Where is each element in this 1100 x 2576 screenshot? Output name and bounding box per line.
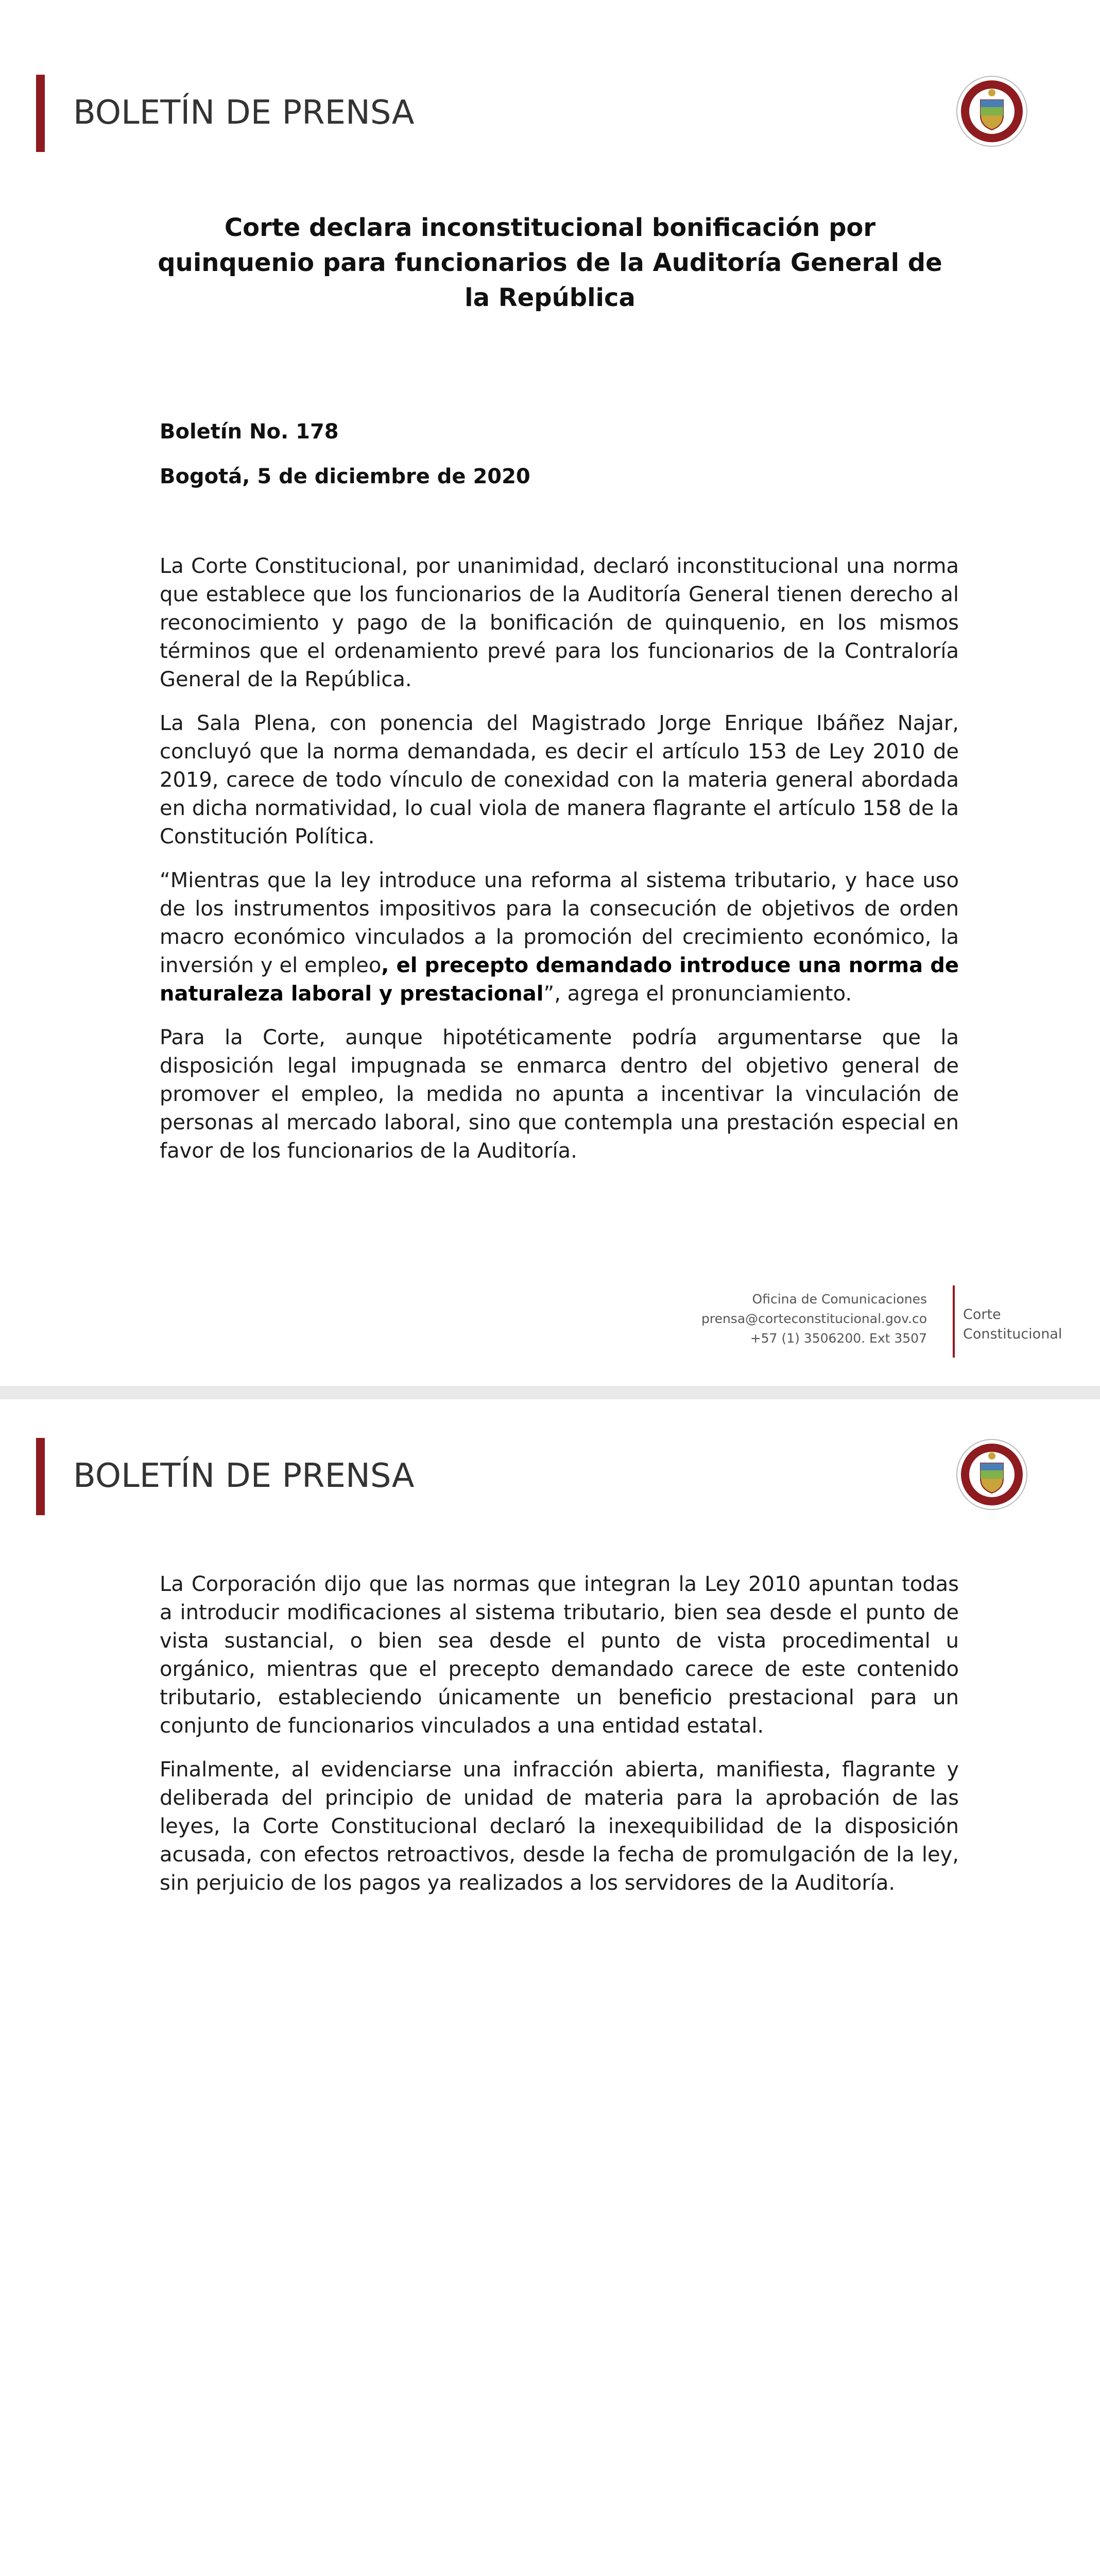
paragraph-1: La Corte Constitucional, por unanimidad, declaró inconstitucional una norma que establece que los funcionarios de la Auditoría General tienen derecho al reconocimiento y pago de la bonificación de quinquenio, en los mismos términos que el ordenamiento prevé para los funcionarios de la Contraloría General de la República. [160, 554, 959, 691]
article-body-page-1 [160, 552, 959, 1181]
header-title: BOLETÍN DE PRENSA [73, 94, 415, 132]
footer-phone: +57 (1) 3506200. Ext 3507 [750, 1331, 927, 1346]
paragraph-3-end: ”, agrega el pronunciamiento. [543, 982, 852, 1006]
header-accent-bar [36, 75, 45, 152]
paragraph-2: La Sala Plena, con ponencia del Magistrado Jorge Enrique Ibáñez Najar, concluyó que la norma demandada, es decir el artículo 153 de Ley 2010 de 2019, carece de todo vínculo de conexidad con la materia general abordada en dicha normatividad, lo cual viola de manera flagrante el artículo 158 de la Constitución Política. [160, 711, 959, 849]
footer-brand-line1: Corte [963, 1307, 1001, 1323]
header-accent-bar [36, 1438, 45, 1515]
footer-contact [654, 1285, 1062, 1363]
header-title: BOLETÍN DE PRENSA [73, 1457, 415, 1495]
dateline: Bogotá, 5 de diciembre de 2020 [160, 465, 530, 488]
coat-of-arms-seal-icon [956, 75, 1028, 147]
article-body-page-2 [160, 1570, 959, 1913]
paragraph-3-emphasis: , el precepto demandado introduce una norma de naturaleza laboral y prestacional [160, 954, 959, 1006]
paragraph-3 [160, 867, 959, 1008]
coat-of-arms-seal-icon [956, 1438, 1028, 1511]
footer-brand-line2: Constitucional [963, 1326, 1062, 1342]
bulletin-number: Boletín No. 178 [160, 420, 339, 444]
footer-email: prensa@corteconstitucional.gov.co [701, 1311, 927, 1326]
paragraph-3-start: “Mientras que la ley introduce una reforma al sistema tributario, y hace uso de los instrumentos impositivos para la consecución de objetivos de orden macro económico vinculados a la promoción del crecimiento económico, la inversión y el empleo [160, 869, 959, 977]
paragraph-6: Finalmente, al evidenciarse una infracción abierta, manifiesta, flagrante y deliberada del principio de unidad de materia para la aprobación de las leyes, la Corte Constitucional declaró la inexequibilidad de la disposición acusada, con efectos retroactivos, desde la fecha de promulgación de la ley, sin perjuicio de los pagos ya realizados a los servidores de la Auditoría. [160, 1758, 959, 1895]
footer-divider [953, 1285, 955, 1358]
article-headline: Corte declara inconstitucional bonificación por quinquenio para funcionarios de la Auditoría General de la República [158, 213, 942, 312]
paragraph-4: Para la Corte, aunque hipotéticamente podría argumentarse que la disposición legal impugnada se enmarca dentro del objetivo general de promover el empleo, la medida no apunta a incentivar la vinculación de personas al mercado laboral, sino que contempla una prestación especial en favor de los funcionarios de la Auditoría. [160, 1026, 959, 1163]
footer-office: Oficina de Comunicaciones [752, 1292, 927, 1307]
press-release-page-2 [0, 1399, 1100, 2576]
paragraph-5: La Corporación dijo que las normas que integran la Ley 2010 apuntan todas a introducir modificaciones al sistema tributario, bien sea desde el punto de vista sustancial, o bien sea desde el punto de vista procedimental u orgánico, mientras que el precepto demandado carece de este contenido tributario, estableciendo únicamente un beneficio prestacional para un conjunto de funcionarios vinculados a una entidad estatal. [160, 1572, 959, 1738]
